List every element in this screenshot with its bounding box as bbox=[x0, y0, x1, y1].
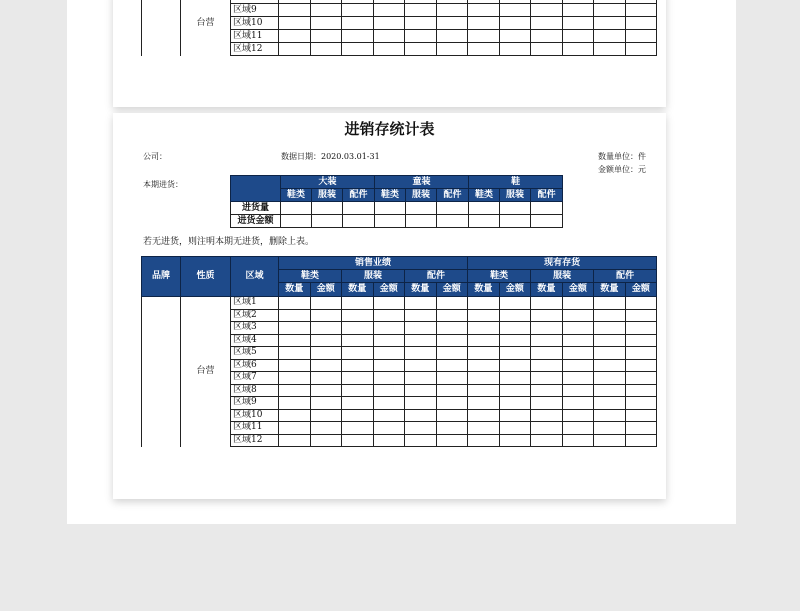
region-cell: 区域10 bbox=[231, 409, 279, 422]
metric-header: 金额 bbox=[436, 283, 468, 297]
previous-page-table bbox=[141, 0, 657, 56]
nature-cell bbox=[181, 297, 231, 447]
incoming-cell[interactable] bbox=[375, 215, 406, 228]
incoming-cell[interactable] bbox=[343, 215, 375, 228]
region-cell: 区域10 bbox=[231, 17, 279, 30]
region-cell: 区域12 bbox=[231, 434, 279, 447]
incoming-row-label: 进货金额 bbox=[231, 215, 281, 228]
incoming-label: 本期进货： bbox=[143, 180, 183, 189]
category-header: 鞋类 bbox=[468, 270, 531, 283]
region-cell: 区域9 bbox=[231, 397, 279, 410]
metric-header: 数量 bbox=[342, 283, 374, 297]
metric-header: 金额 bbox=[625, 283, 657, 297]
date-label: 数据日期：2020.03.01-31 bbox=[281, 152, 380, 161]
page-title: 进销存统计表 bbox=[344, 120, 435, 138]
region-cell: 区域7 bbox=[231, 372, 279, 385]
region-cell: 区域9 bbox=[231, 4, 279, 17]
incoming-sub-header: 服装 bbox=[312, 189, 343, 202]
incoming-cell[interactable] bbox=[281, 202, 312, 215]
incoming-cell[interactable] bbox=[500, 202, 531, 215]
metric-header: 数量 bbox=[279, 283, 311, 297]
incoming-cell[interactable] bbox=[531, 215, 563, 228]
incoming-cell[interactable] bbox=[469, 202, 500, 215]
incoming-sub-header: 鞋类 bbox=[375, 189, 406, 202]
brand-header: 品牌 bbox=[142, 257, 181, 297]
metric-header: 数量 bbox=[531, 283, 563, 297]
metric-header: 数量 bbox=[468, 283, 500, 297]
region-cell: 区域6 bbox=[231, 359, 279, 372]
metric-header: 数量 bbox=[594, 283, 626, 297]
incoming-group-header: 大装 bbox=[281, 176, 375, 189]
incoming-cell[interactable] bbox=[437, 202, 469, 215]
category-header: 服装 bbox=[342, 270, 405, 283]
background-left bbox=[0, 0, 67, 524]
incoming-table bbox=[230, 175, 563, 228]
region-header: 区域 bbox=[231, 257, 279, 297]
current-page bbox=[113, 113, 666, 499]
region-cell: 区域11 bbox=[231, 30, 279, 43]
region-cell: 区域5 bbox=[231, 347, 279, 360]
company-label: 公司： bbox=[143, 152, 167, 161]
incoming-cell[interactable] bbox=[312, 215, 343, 228]
incoming-cell[interactable] bbox=[406, 202, 437, 215]
region-cell: 区域8 bbox=[231, 384, 279, 397]
incoming-corner bbox=[231, 176, 281, 202]
incoming-group-header: 鞋 bbox=[469, 176, 563, 189]
background-bottom bbox=[0, 524, 800, 611]
metric-header: 金额 bbox=[373, 283, 405, 297]
incoming-row-label: 进货量 bbox=[231, 202, 281, 215]
nature-value: 台营 bbox=[196, 17, 215, 28]
region-cell: 区域12 bbox=[231, 43, 279, 56]
incoming-sub-header: 服装 bbox=[406, 189, 437, 202]
nature-cell bbox=[181, 0, 231, 56]
incoming-sub-header: 配件 bbox=[531, 189, 563, 202]
nature-value: 台营 bbox=[196, 366, 215, 377]
category-header: 配件 bbox=[405, 270, 468, 283]
metric-header: 金额 bbox=[499, 283, 531, 297]
category-header: 配件 bbox=[594, 270, 657, 283]
brand-cell bbox=[142, 0, 181, 56]
category-header: 鞋类 bbox=[279, 270, 342, 283]
brand-cell[interactable] bbox=[142, 297, 181, 447]
incoming-sub-header: 鞋类 bbox=[281, 189, 312, 202]
note-text: 若无进货，则注明本期无进货，删除上表。 bbox=[143, 237, 315, 247]
sales-header: 销售业绩 bbox=[279, 257, 468, 270]
incoming-group-header: 童装 bbox=[375, 176, 469, 189]
stock-header: 现有存货 bbox=[468, 257, 657, 270]
region-cell: 区域2 bbox=[231, 309, 279, 322]
incoming-cell[interactable] bbox=[406, 215, 437, 228]
incoming-cell[interactable] bbox=[531, 202, 563, 215]
main-table bbox=[141, 256, 657, 447]
incoming-cell[interactable] bbox=[469, 215, 500, 228]
incoming-cell[interactable] bbox=[500, 215, 531, 228]
incoming-cell[interactable] bbox=[375, 202, 406, 215]
region-cell: 区域11 bbox=[231, 422, 279, 435]
qty-unit-label: 数量单位：件 bbox=[598, 152, 646, 161]
metric-header: 数量 bbox=[405, 283, 437, 297]
incoming-sub-header: 服装 bbox=[500, 189, 531, 202]
region-cell: 区域3 bbox=[231, 322, 279, 335]
incoming-sub-header: 配件 bbox=[437, 189, 469, 202]
background-right bbox=[736, 0, 800, 524]
nature-header: 性质 bbox=[181, 257, 231, 297]
incoming-sub-header: 配件 bbox=[343, 189, 375, 202]
region-cell: 区域1 bbox=[231, 297, 279, 310]
incoming-sub-header: 鞋类 bbox=[469, 189, 500, 202]
metric-header: 金额 bbox=[310, 283, 342, 297]
incoming-cell[interactable] bbox=[281, 215, 312, 228]
incoming-cell[interactable] bbox=[343, 202, 375, 215]
category-header: 服装 bbox=[531, 270, 594, 283]
previous-page bbox=[113, 0, 666, 107]
incoming-cell[interactable] bbox=[437, 215, 469, 228]
amount-unit-label: 金额单位：元 bbox=[598, 165, 646, 174]
region-cell: 区域4 bbox=[231, 334, 279, 347]
incoming-cell[interactable] bbox=[312, 202, 343, 215]
metric-header: 金额 bbox=[562, 283, 594, 297]
